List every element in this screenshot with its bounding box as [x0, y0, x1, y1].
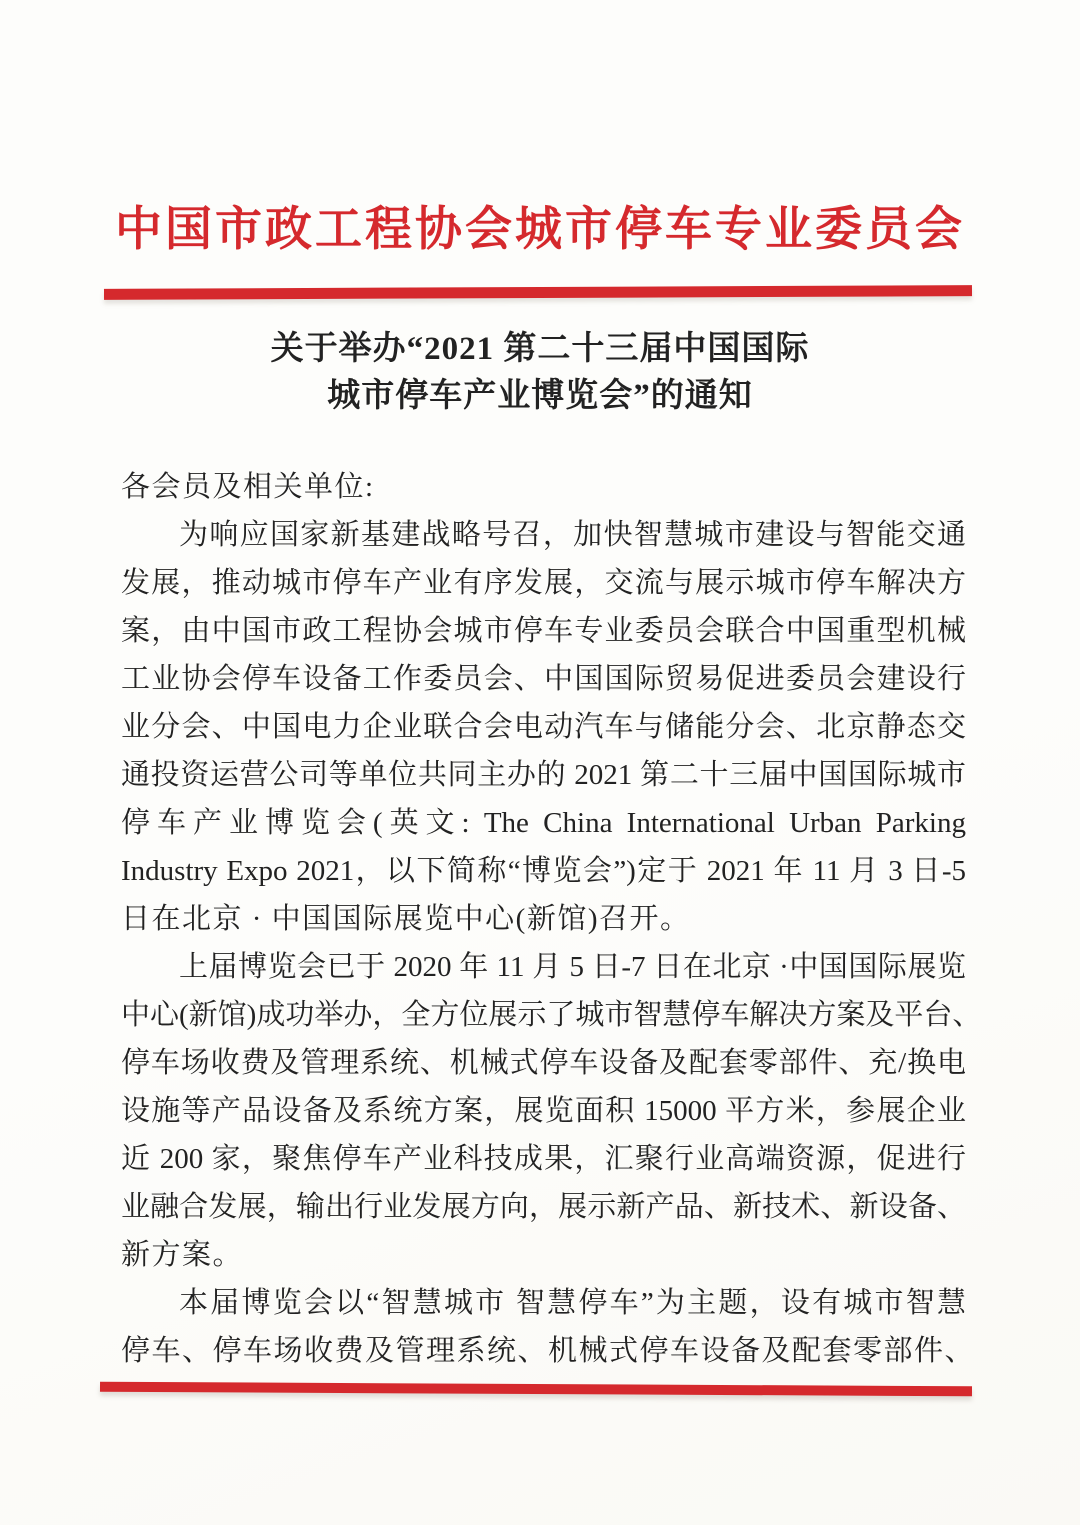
body-line: 上届博览会已于 2020 年 11 月 5 日-7 日在北京 ·中国国际展览 — [179, 951, 966, 983]
body-line: 业融合发展，输出行业发展方向，展示新产品、新技术、新设备、 — [121, 1191, 966, 1223]
body-line: 为响应国家新基建战略号召，加快智慧城市建设与智能交通 — [179, 519, 966, 551]
header-rule — [104, 285, 972, 300]
body-line: 停车产业博览会(英文: The China International Urban Parking — [121, 807, 966, 839]
body-line: 案，由中国市政工程协会城市停车专业委员会联合中国重型机械 — [121, 615, 966, 647]
body-line: 发展，推动城市停车产业有序发展，交流与展示城市停车解决方 — [121, 567, 966, 599]
body-line: 本届博览会以“智慧城市 智慧停车”为主题，设有城市智慧 — [179, 1287, 966, 1319]
body-line: 设施等产品设备及系统方案，展览面积 15000 平方米，参展企业 — [121, 1095, 966, 1127]
body-line: 中心(新馆)成功举办，全方位展示了城市智慧停车解决方案及平台、 — [121, 999, 982, 1031]
body-line: 业分会、中国电力企业联合会电动汽车与储能分会、北京静态交 — [121, 711, 966, 743]
doc-title-line2: 城市停车产业博览会”的通知 — [327, 378, 753, 414]
doc-title — [0, 326, 1080, 420]
body-line: 近 200 家，聚焦停车产业科技成果，汇聚行业高端资源，促进行 — [121, 1143, 966, 1175]
org-title: 中国市政工程协会城市停车专业委员会 — [115, 204, 965, 256]
body-line: 日在北京 · 中国国际展览中心(新馆)召开。 — [121, 903, 691, 935]
paragraph — [121, 1279, 976, 1375]
doc-title-line1: 关于举办“2021 第二十三届中国国际 — [270, 331, 810, 367]
footer-rule — [100, 1382, 972, 1397]
body-line: 停车、停车场收费及管理系统、机械式停车设备及配套零部件、 — [121, 1335, 976, 1367]
salutation: 各会员及相关单位: — [121, 471, 375, 503]
body-line: 停车场收费及管理系统、机械式停车设备及配套零部件、充/换电 — [121, 1047, 966, 1079]
paragraph — [121, 943, 982, 1279]
document-body — [121, 463, 982, 1375]
body-line: 工业协会停车设备工作委员会、中国国际贸易促进委员会建设行 — [121, 663, 966, 695]
paragraph — [121, 511, 966, 943]
body-line: 新方案。 — [121, 1239, 244, 1271]
body-line: 通投资运营公司等单位共同主办的 2021 第二十三届中国国际城市 — [121, 759, 966, 791]
body-line: Industry Expo 2021，以下简称“博览会”)定于 2021 年 11 月 3 日-5 — [121, 855, 966, 887]
